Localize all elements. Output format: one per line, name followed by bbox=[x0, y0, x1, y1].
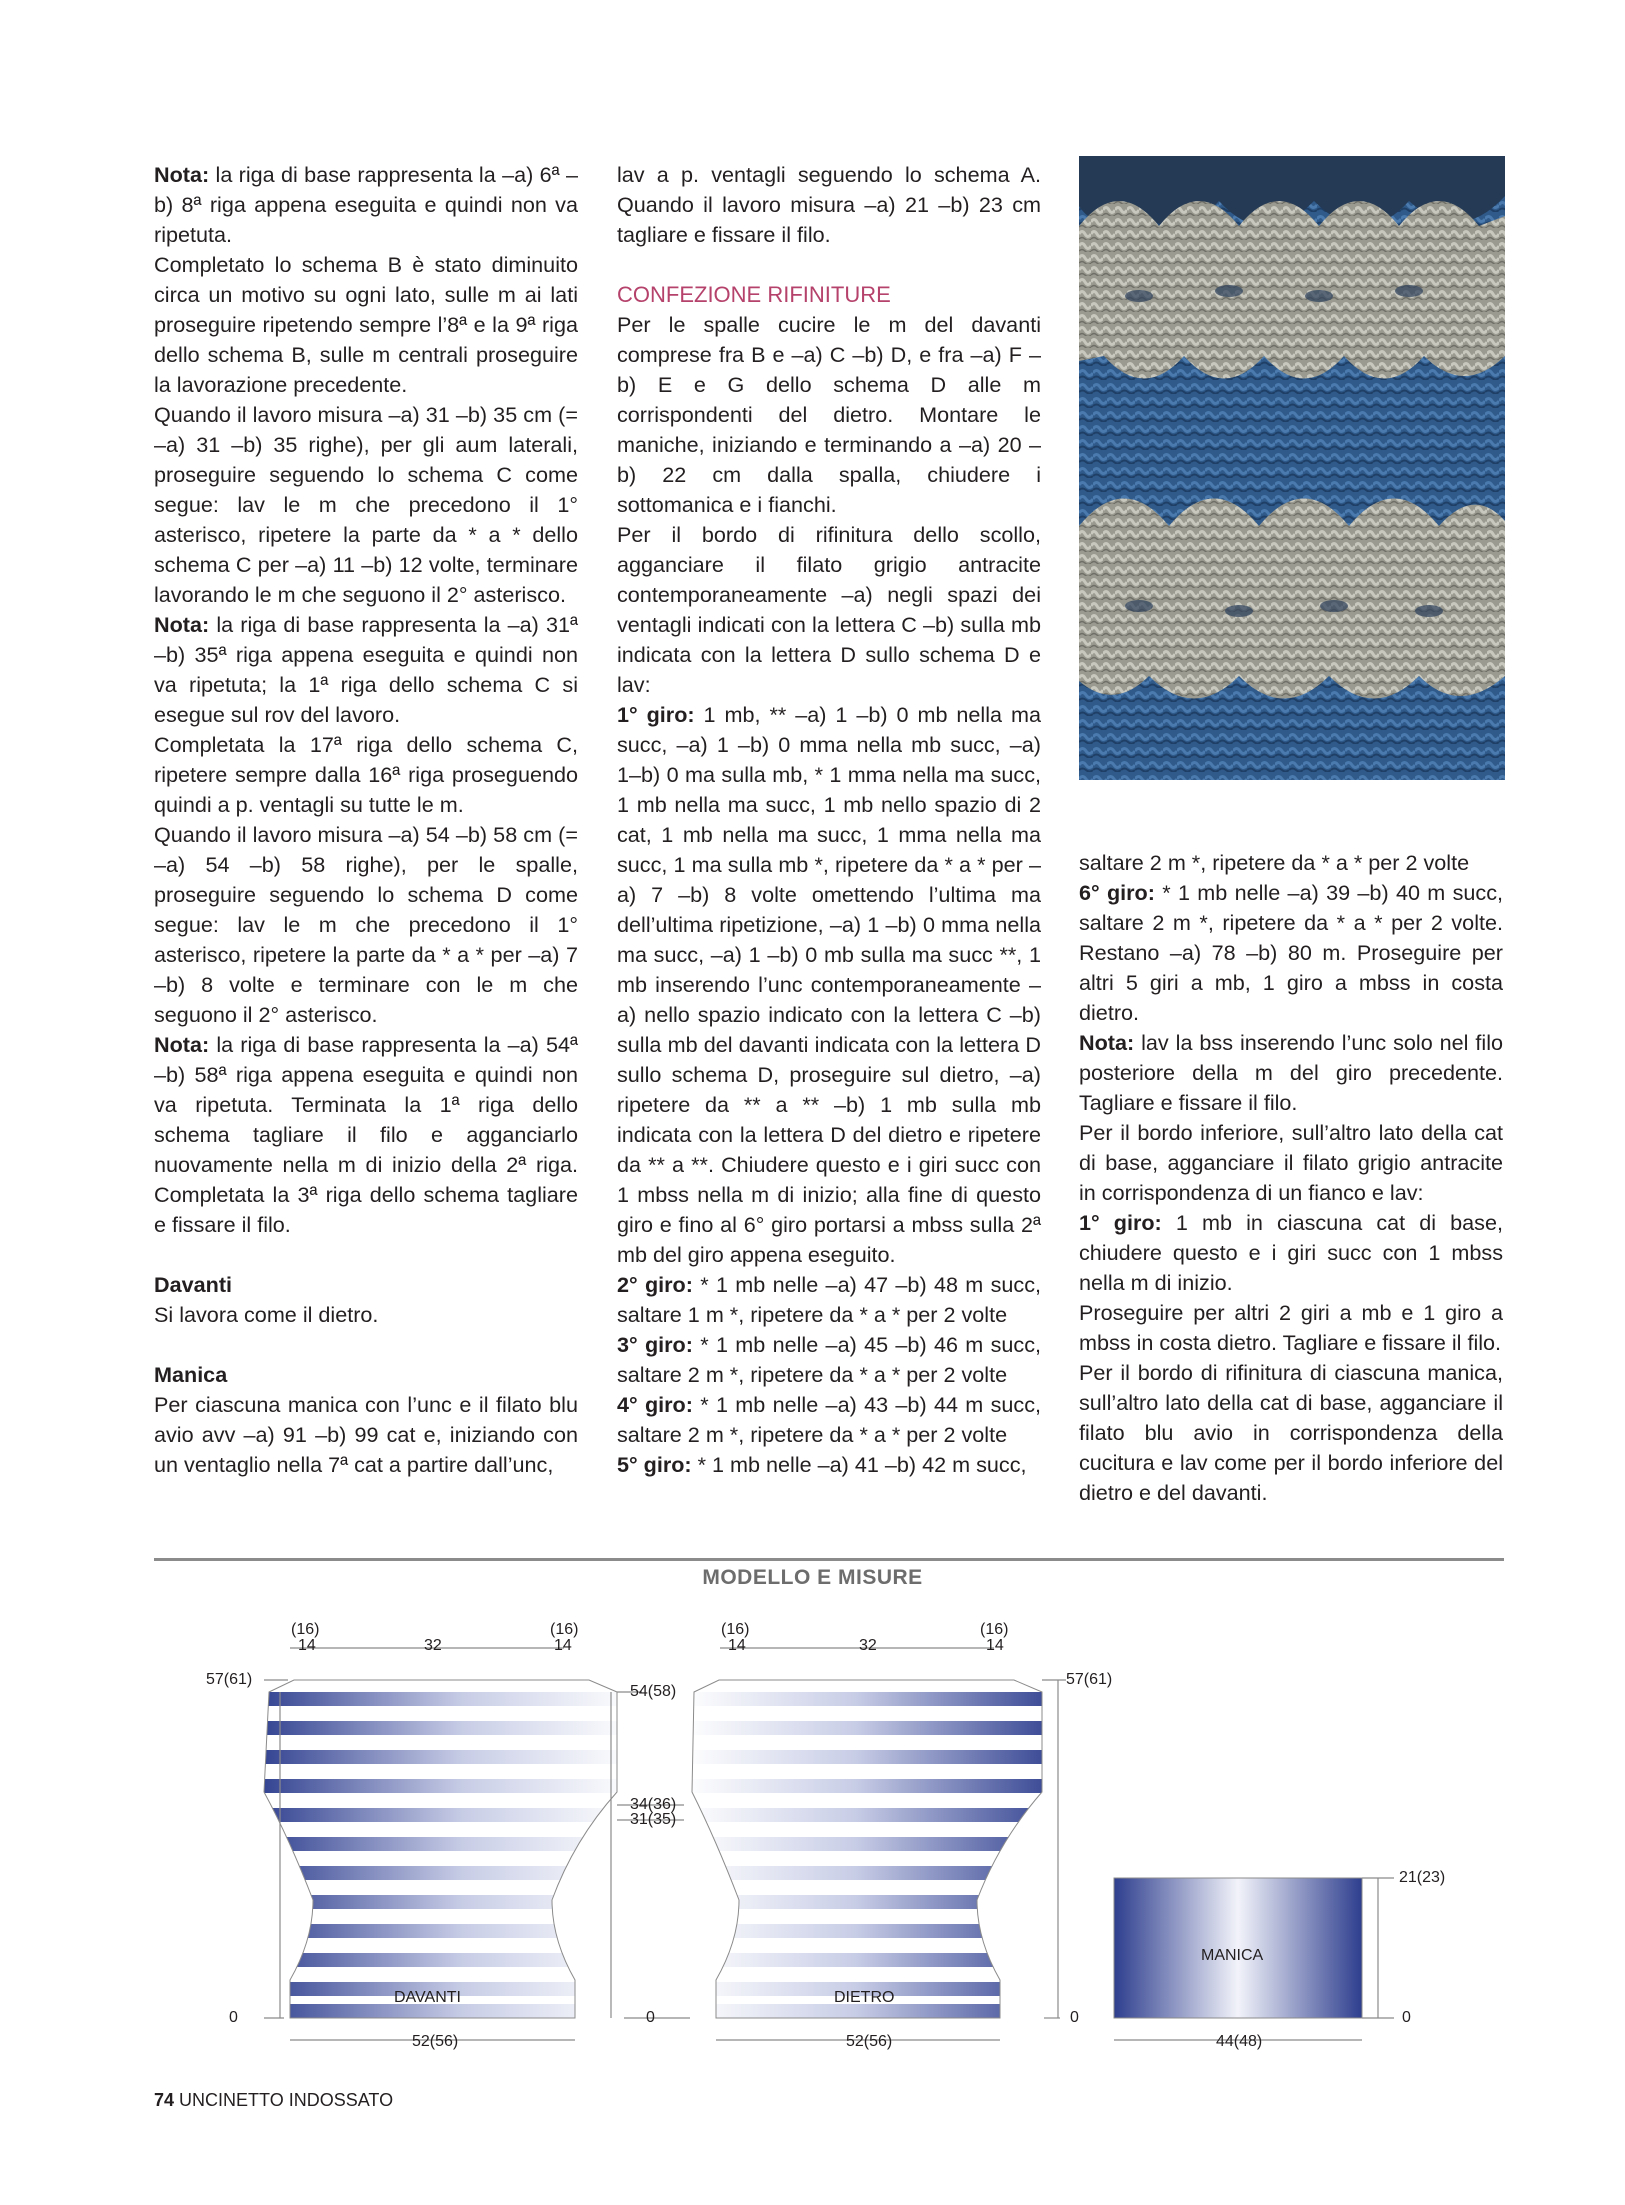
zero-label: 0 bbox=[229, 2009, 238, 2026]
magazine-name: UNCINETTO INDOSSATO bbox=[179, 2090, 394, 2110]
knit-swatch-photo bbox=[1079, 156, 1505, 780]
sleeve-piece bbox=[1114, 1878, 1362, 2018]
front-label: DAVANTI bbox=[394, 1989, 461, 2006]
sleeve-width-label: 44(48) bbox=[1216, 2033, 1263, 2050]
zero-label: 0 bbox=[1402, 2009, 1411, 2026]
round-paragraph: 1° giro: 1 mb in ciascuna cat di base, chiudere questo e i giri succ con 1 mbss nella m di inizio. bbox=[1079, 1210, 1503, 1295]
page-number: 74 bbox=[154, 2090, 175, 2110]
front-piece bbox=[254, 1670, 634, 2030]
instruction-paragraph: saltare 2 m *, ripetere da * a * per 2 volte bbox=[1079, 850, 1470, 875]
height-total-label: 57(61) bbox=[206, 1671, 253, 1688]
shoulder-alt-label: (16) bbox=[291, 1621, 320, 1638]
width-label: 52(56) bbox=[412, 2033, 459, 2050]
zero-label: 0 bbox=[1070, 2009, 1079, 2026]
shoulder-label: 14 bbox=[554, 1637, 572, 1654]
note-paragraph: Nota: la riga di base rappresenta la –a) 31ª –b) 35ª riga appena eseguita e quindi non va ripetuta; la 1ª riga dello schema C si esegue sul rov del lavoro. bbox=[154, 612, 578, 727]
note-paragraph: Nota: la riga di base rappresenta la –a) 6ª –b) 8ª riga appena eseguita e quindi non va ripetuta. bbox=[154, 162, 578, 247]
height-total-label: 57(61) bbox=[1066, 1671, 1113, 1688]
shoulder-alt-label: (16) bbox=[721, 1621, 750, 1638]
instruction-paragraph: Quando il lavoro misura –a) 31 –b) 35 cm (= –a) 31 –b) 35 righe), per gli aum laterali, proseguire seguendo lo schema C come segue: lav le m che precedono il 1° asterisco, ripetere la parte da * a * dello schema C per –a) 11 –b) 12 volte, terminare lavorando le m che seguono il 2° asterisco. bbox=[154, 402, 578, 607]
armhole-top-label: 34(36) bbox=[630, 1796, 677, 1813]
shoulder-label: 14 bbox=[728, 1637, 746, 1654]
instruction-paragraph: Completato lo schema B è stato diminuito circa un motivo su ogni lato, sulle m ai lati proseguire ripetendo sempre l’8ª e la 9ª riga dello schema B, sulle m centrali proseguire la lavorazione precedente. bbox=[154, 252, 578, 397]
page-footer bbox=[154, 2090, 393, 2111]
instruction-paragraph: Si lavora come il dietro. bbox=[154, 1302, 379, 1327]
instruction-paragraph: Quando il lavoro misura –a) 54 –b) 58 cm (= –a) 54 –b) 58 righe), per le spalle, proseguire seguendo lo schema D come segue: lav le m che precedono il 1° asterisco, ripetere la parte da * a * per –a) 7 –b) 8 volte e terminare con le m che seguono il 2° asterisco. bbox=[154, 822, 578, 1027]
width-label: 52(56) bbox=[846, 2033, 893, 2050]
section-divider bbox=[154, 1558, 1504, 1561]
instruction-paragraph: Per il bordo inferiore, sull’altro lato della cat di base, agganciare il filato grigio antracite in corrispondenza di un fianco e lav: bbox=[1079, 1120, 1503, 1205]
round-paragraph: 2° giro: * 1 mb nelle –a) 47 –b) 48 m succ, saltare 1 m *, ripetere da * a * per 2 volte bbox=[617, 1272, 1041, 1327]
shoulder-alt-label: (16) bbox=[550, 1621, 579, 1638]
back-piece bbox=[684, 1670, 1064, 2030]
zero-label: 0 bbox=[646, 2009, 655, 2026]
shoulder-drop-label: 54(58) bbox=[630, 1683, 677, 1700]
armhole-start-label: 31(35) bbox=[630, 1811, 677, 1828]
instruction-paragraph: Per le spalle cucire le m del davanti comprese fra B e –a) C –b) D, e fra –a) F –b) E e G dello schema D alle m corrispondenti del dietro. Montare le maniche, iniziando e terminando a –a) 20 –b) 22 cm dalla spalla, chiudere i sottomanica e i fianchi. bbox=[617, 312, 1041, 517]
note-paragraph: Nota: lav la bss inserendo l’unc solo nel filo posteriore della m del giro precedente. Tagliare e fissare il filo. bbox=[1079, 1030, 1503, 1115]
text-column-2 bbox=[617, 160, 1041, 1480]
back-label: DIETRO bbox=[834, 1989, 895, 2006]
round-paragraph: 4° giro: * 1 mb nelle –a) 43 –b) 44 m succ, saltare 2 m *, ripetere da * a * per 2 volte bbox=[617, 1392, 1041, 1447]
schematic-diagram bbox=[154, 1600, 1504, 2050]
note-paragraph: Nota: la riga di base rappresenta la –a) 54ª –b) 58ª riga appena eseguita e quindi non va ripetuta. Terminata la 1ª riga dello schema tagliare il filo e agganciarlo nuovamente nella m di inizio della 2ª riga. Completata la 3ª riga dello schema tagliare e fissare il filo. bbox=[154, 1032, 578, 1237]
shoulder-label: 14 bbox=[298, 1637, 316, 1654]
neck-label: 32 bbox=[424, 1637, 442, 1654]
instruction-paragraph: Per il bordo di rifinitura di ciascuna manica, sull’altro lato della cat di base, agganciare il filato blu avio in corrispondenza della cucitura e lav come per il bordo inferiore del dietro e del davanti. bbox=[1079, 1360, 1503, 1505]
shoulder-alt-label: (16) bbox=[980, 1621, 1009, 1638]
round-paragraph: 3° giro: * 1 mb nelle –a) 45 –b) 46 m succ, saltare 2 m *, ripetere da * a * per 2 volte bbox=[617, 1332, 1041, 1387]
instruction-paragraph: lav a p. ventagli seguendo lo schema A. Quando il lavoro misura –a) 21 –b) 23 cm tagliare e fissare il filo. bbox=[617, 162, 1041, 247]
sleeve-height-label: 21(23) bbox=[1399, 1869, 1446, 1886]
text-column-1 bbox=[154, 160, 578, 1480]
text-column-3 bbox=[1079, 848, 1503, 1508]
diagram-title: MODELLO E MISURE bbox=[702, 1566, 923, 1589]
section-title: CONFEZIONE RIFINITURE bbox=[617, 282, 891, 307]
instruction-paragraph: Per il bordo di rifinitura dello scollo, agganciare il filato grigio antracite contemporaneamente –a) negli spazi dei ventagli indicati con la lettera C –b) sulla mb indicata con la lettera D sullo schema D e lav: bbox=[617, 522, 1041, 697]
instruction-paragraph: Completata la 17ª riga dello schema C, ripetere sempre dalla 16ª riga proseguendo quindi a p. ventagli su tutte le m. bbox=[154, 732, 578, 817]
instruction-paragraph: Per ciascuna manica con l’unc e il filato blu avio avv –a) 91 –b) 99 cat e, iniziando con un ventaglio nella 7ª cat a partire dall’unc, bbox=[154, 1392, 578, 1477]
shoulder-label: 14 bbox=[986, 1637, 1004, 1654]
heading-davanti: Davanti bbox=[154, 1272, 233, 1297]
round-paragraph: 1° giro: 1 mb, ** –a) 1 –b) 0 mb nella ma succ, –a) 1 –b) 0 mma nella mb succ, –a) 1–b) 0 ma sulla mb, * 1 mma nella ma succ, 1 mb nella ma succ, 1 mb nello spazio di 2 cat, 1 mb nella ma succ, 1 mma nella ma succ, 1 ma sulla mb *, ripetere da * a * per –a) 7 –b) 8 volte omettendo l’ultima ma dell’ultima ripetizione, –a) 1 –b) 0 mma nella ma succ, –a) 1 –b) 0 mb sulla ma succ **, 1 mb inserendo l’unc contemporaneamente –a) nello spazio indicato con la lettera C –b) sulla mb del davanti indicata con la lettera D sullo schema D, proseguire sul dietro, –a) ripetere da ** a ** –b) 1 mb sulla mb indicata con la lettera D del dietro e ripetere da ** a **. Chiudere questo e i giri succ con 1 mbss nella m di inizio; alla fine di questo giro e fino al 6° giro portarsi a mbss sulla 2ª mb del giro appena eseguito. bbox=[617, 702, 1041, 1267]
heading-manica: Manica bbox=[154, 1362, 228, 1387]
neck-label: 32 bbox=[859, 1637, 877, 1654]
round-paragraph: 5° giro: * 1 mb nelle –a) 41 –b) 42 m succ, bbox=[617, 1452, 1027, 1477]
round-paragraph: 6° giro: * 1 mb nelle –a) 39 –b) 40 m succ, saltare 2 m *, ripetere da * a * per 2 volte. Restano –a) 78 –b) 80 m. Proseguire per altri 5 giri a mb, 1 giro a mbss in costa dietro. bbox=[1079, 880, 1503, 1025]
instruction-paragraph: Proseguire per altri 2 giri a mb e 1 giro a mbss in costa dietro. Tagliare e fissare il filo. bbox=[1079, 1300, 1503, 1355]
sleeve-label: MANICA bbox=[1201, 1947, 1264, 1964]
